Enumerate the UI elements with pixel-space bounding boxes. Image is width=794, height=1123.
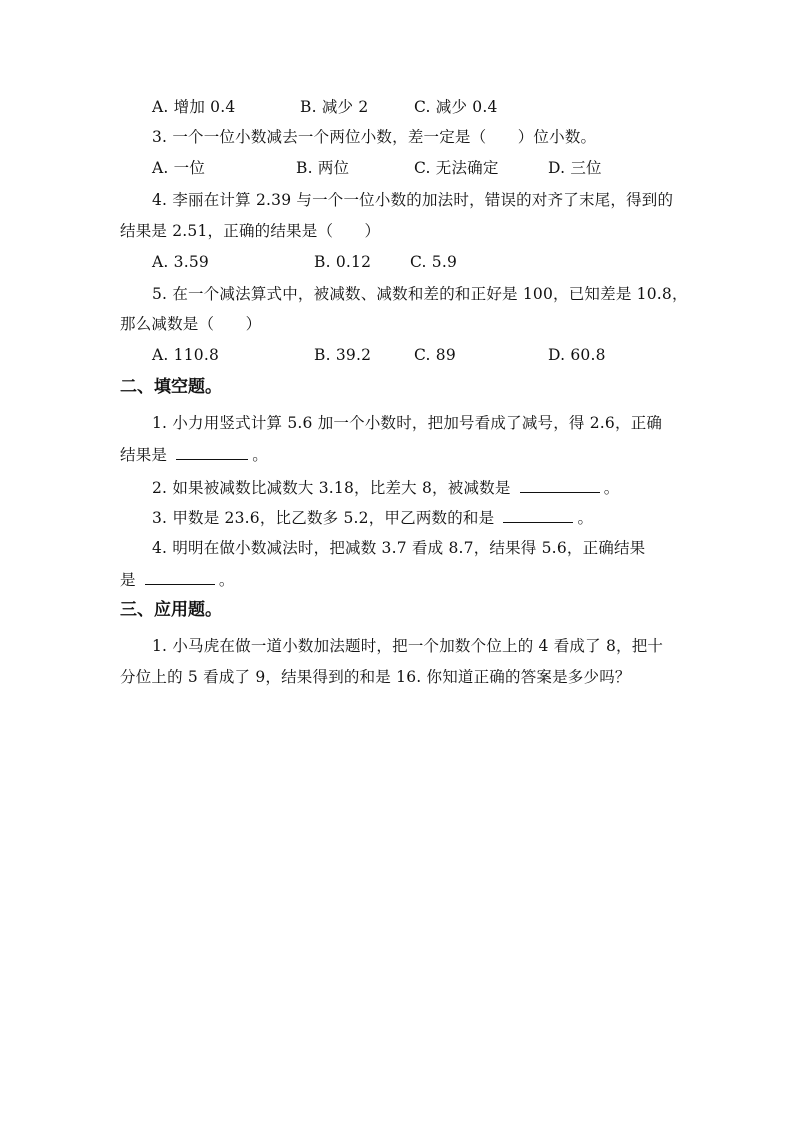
q5-stem-line2: 那么减数是（ ） — [120, 315, 262, 333]
app-q1-line1: 1. 小马虎在做一道小数加法题时，把一个加数个位上的 4 看成了 8，把十 — [152, 637, 664, 655]
q3-option-d[interactable]: D. 三位 — [548, 159, 602, 177]
q2-option-b[interactable]: B. 减少 2 — [300, 98, 369, 116]
q3-option-a[interactable]: A. 一位 — [152, 159, 206, 177]
q5-option-a[interactable]: A. 110.8 — [152, 346, 220, 364]
section-3-title: 三、应用题。 — [120, 600, 222, 620]
q4-stem-line2: 结果是 2.51，正确的结果是（ ） — [120, 222, 381, 240]
fill-q2-suffix: 。 — [603, 479, 620, 497]
q5-option-b[interactable]: B. 39.2 — [314, 346, 372, 364]
fill-q1-line1: 1. 小力用竖式计算 5.6 加一个小数时，把加号看成了减号，得 2.6，正确 — [152, 414, 663, 432]
q5-option-c[interactable]: C. 89 — [414, 346, 456, 364]
q5-stem-line1: 5. 在一个减法算式中，被减数、减数和差的和正好是 100，已知差是 10.8， — [152, 285, 688, 303]
q4-option-b[interactable]: B. 0.12 — [314, 253, 372, 271]
q2-option-a[interactable]: A. 增加 0.4 — [152, 98, 236, 116]
fill-q4-answer-blank[interactable] — [145, 569, 215, 585]
fill-q3-text: 3. 甲数是 23.6，比乙数多 5.2，甲乙两数的和是 — [152, 509, 495, 527]
fill-q3-suffix: 。 — [577, 509, 594, 527]
fill-q4-suffix: 。 — [218, 571, 235, 589]
fill-q3-line — [152, 507, 593, 528]
q5-option-d[interactable]: D. 60.8 — [548, 346, 606, 364]
fill-q1-prefix: 结果是 — [120, 446, 168, 464]
app-q1-line2: 分位上的 5 看成了 9，结果得到的和是 16. 你知道正确的答案是多少吗？ — [120, 668, 631, 686]
q3-option-c[interactable]: C. 无法确定 — [414, 159, 499, 177]
q4-option-c[interactable]: C. 5.9 — [410, 253, 458, 271]
q3-stem: 3. 一个一位小数减去一个两位小数，差一定是（ ）位小数。 — [152, 128, 597, 146]
fill-q2-answer-blank[interactable] — [520, 477, 600, 493]
fill-q2-line — [152, 477, 619, 498]
q3-option-b[interactable]: B. 两位 — [296, 159, 350, 177]
fill-q1-suffix: 。 — [252, 446, 268, 464]
section-2-title: 二、填空题。 — [120, 377, 222, 397]
fill-q4-line1: 4. 明明在做小数减法时，把减数 3.7 看成 8.7，结果得 5.6，正确结果 — [152, 539, 646, 557]
fill-q4-prefix: 是 — [120, 571, 136, 589]
q4-option-a[interactable]: A. 3.59 — [152, 253, 209, 271]
fill-q1-answer-blank[interactable] — [176, 444, 248, 460]
fill-q3-answer-blank[interactable] — [503, 507, 573, 523]
q2-option-c[interactable]: C. 减少 0.4 — [414, 98, 498, 116]
q4-stem-line1: 4. 李丽在计算 2.39 与一个一位小数的加法时，错误的对齐了末尾，得到的 — [152, 191, 674, 209]
fill-q4-line2 — [120, 569, 235, 590]
fill-q2-text: 2. 如果被减数比减数大 3.18，比差大 8，被减数是 — [152, 479, 511, 497]
fill-q1-line2 — [120, 444, 268, 465]
